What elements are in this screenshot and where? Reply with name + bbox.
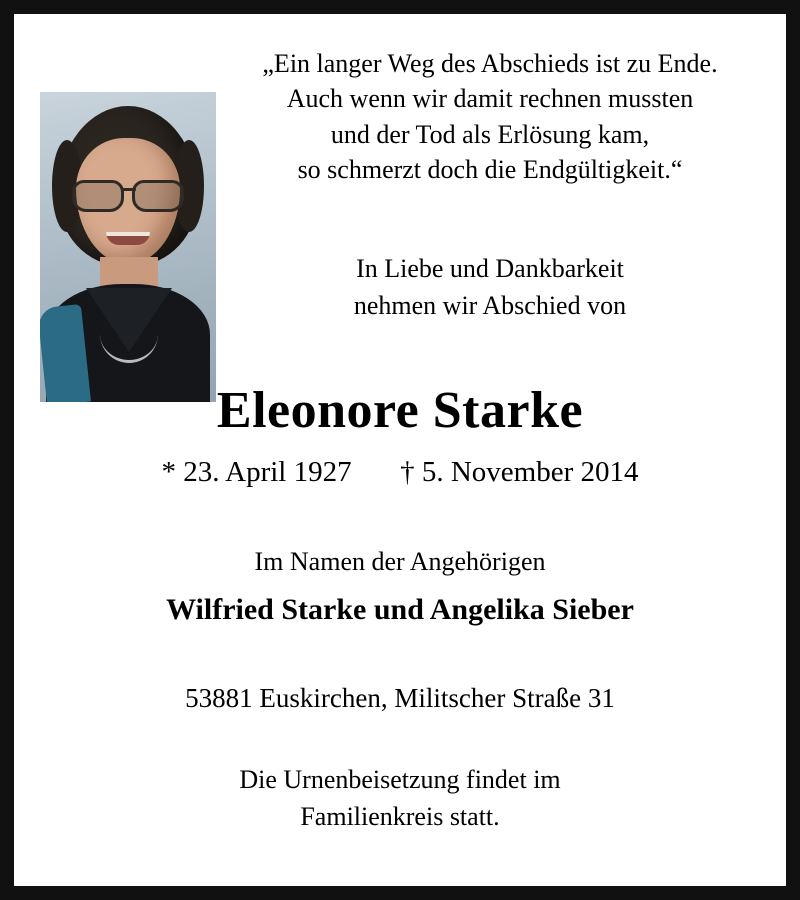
closing-line-1: Die Urnenbeisetzung findet im [239, 765, 561, 795]
glasses-lens-right [132, 180, 184, 212]
life-dates [36, 456, 764, 489]
glasses-lens-left [72, 180, 124, 212]
birth-date: * 23. April 1927 [161, 456, 352, 489]
glasses-icon [70, 180, 186, 206]
intro-line-1: In Liebe und Dankbarkeit [356, 254, 624, 284]
closing-line-2: Familienkreis statt. [300, 801, 500, 831]
on-behalf-text: Im Namen der Angehörigen [254, 547, 546, 577]
verse-line-3: und der Tod als Erlösung kam, [330, 119, 650, 149]
survivors-names: Wilfried Starke und Angelika Sieber [166, 593, 634, 627]
portrait-image [40, 92, 216, 402]
verse-line-4: so schmerzt doch die Endgültigkeit.“ [297, 155, 683, 185]
notice-inner [14, 14, 786, 886]
death-date: † 5. November 2014 [400, 456, 639, 489]
closing-block [36, 762, 764, 835]
address-line: 53881 Euskirchen, Militscher Straße 31 [185, 683, 615, 714]
verse-line-2: Auch wenn wir damit rechnen mussten [286, 84, 694, 114]
deceased-name: Eleonore Starke [216, 382, 584, 440]
portrait-photo [40, 92, 216, 402]
intro-line-2: nehmen wir Abschied von [353, 291, 627, 321]
verse-line-1: „Ein langer Weg des Abschieds ist zu Ende. [262, 49, 718, 78]
portrait-mouth [106, 232, 150, 245]
